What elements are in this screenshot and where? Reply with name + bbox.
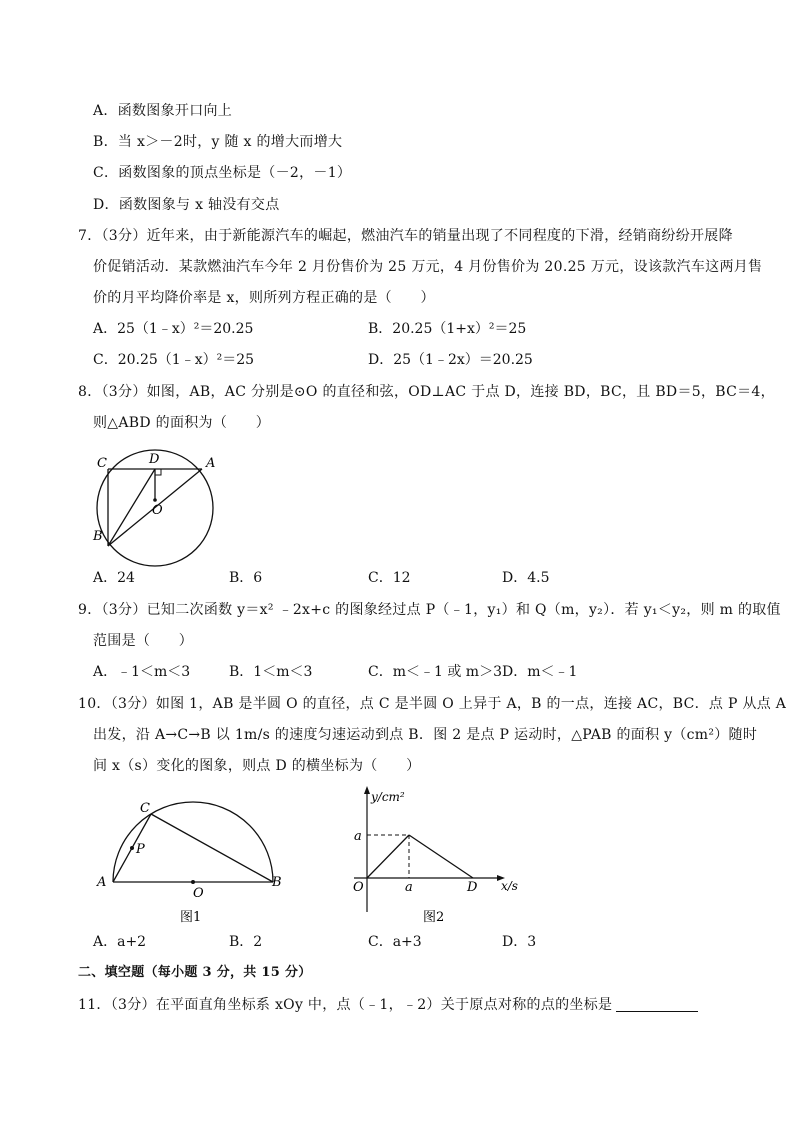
q10-fig1-label-a: A bbox=[97, 875, 107, 890]
q10-fig2-ylabel: y/cm² bbox=[371, 790, 405, 804]
q8-label-b: B bbox=[93, 529, 103, 544]
q8-label-a: A bbox=[206, 456, 216, 471]
section2-title: 二、填空题（每小题 3 分，共 15 分） bbox=[78, 965, 312, 980]
q10-fig2-caption: 图2 bbox=[423, 910, 445, 925]
q6-option-b: B．当 x＞－2时，y 随 x 的增大而增大 bbox=[93, 134, 343, 150]
q6-option-a: A．函数图象开口向上 bbox=[93, 103, 233, 119]
q7-stem-line3: 价的月平均降价率是 x，则所列方程正确的是（ ） bbox=[93, 290, 435, 306]
q10-fig1-label-b: B bbox=[272, 875, 282, 890]
q11-answer-blank bbox=[616, 999, 698, 1012]
q8-option-b: B．6 bbox=[229, 570, 263, 586]
q8-label-o: O bbox=[152, 503, 163, 518]
q10-fig2-label-a-y: a bbox=[354, 829, 362, 844]
q10-fig1-caption: 图1 bbox=[180, 910, 202, 925]
q10-option-b: B．2 bbox=[229, 934, 263, 950]
q7-option-c: C．20.25（1﹣x）²＝25 bbox=[93, 352, 255, 368]
q9-option-a: A．﹣1＜m＜3 bbox=[93, 664, 191, 680]
q10-option-c: C．a+3 bbox=[368, 934, 422, 950]
q8-stem-line1: 8．（3分）如图，AB，AC 分别是⊙O 的直径和弦，OD⊥AC 于点 D，连接 BD，BC，且 BD＝5，BC＝4， bbox=[78, 384, 775, 400]
q9-stem-line2: 范围是（ ） bbox=[93, 633, 194, 649]
q10-fig1-label-p: P bbox=[136, 842, 145, 857]
q10-fig2-label-d: D bbox=[467, 880, 478, 895]
q10-stem-line1: 10．（3分）如图 1，AB 是半圆 O 的直径，点 C 是半圆 O 上异于 A，B 的一点，连接 AC，BC．点 P 从点 A bbox=[78, 696, 787, 712]
q7-option-a: A．25（1﹣x）²＝20.25 bbox=[93, 321, 254, 337]
q8-option-a: A．24 bbox=[93, 570, 135, 586]
q9-option-c: C．m＜﹣1 或 m＞3 bbox=[368, 664, 502, 680]
q7-stem-line1: 7．（3分）近年来，由于新能源汽车的崛起，燃油汽车的销量出现了不同程度的下滑，经销商纷纷开展降 bbox=[78, 228, 733, 244]
q10-figure2-graph bbox=[336, 784, 536, 926]
q8-option-c: C．12 bbox=[368, 570, 411, 586]
q6-option-c: C．函数图象的顶点坐标是（－2，－1） bbox=[93, 165, 352, 181]
q9-stem-line1: 9．（3分）已知二次函数 y＝x² ﹣2x+c 的图象经过点 P（﹣1，y₁）和 Q（m，y₂）．若 y₁＜y₂，则 m 的取值 bbox=[78, 602, 781, 618]
q10-stem-line3: 间 x（s）变化的图象，则点 D 的横坐标为（ ） bbox=[93, 758, 421, 774]
q10-fig1-label-o: O bbox=[193, 886, 204, 901]
q10-figure1-semicircle bbox=[92, 796, 292, 926]
q10-stem-line2: 出发，沿 A→C→B 以 1m/s 的速度匀速运动到点 B．图 2 是点 P 运动时，△PAB 的面积 y（cm²）随时 bbox=[93, 727, 758, 743]
q7-option-d: D．25（1﹣2x）＝20.25 bbox=[368, 352, 533, 368]
q9-option-b: B．1＜m＜3 bbox=[229, 664, 313, 680]
q10-fig1-label-c: C bbox=[140, 801, 150, 816]
q7-option-b: B．20.25（1+x）²＝25 bbox=[368, 321, 527, 337]
q10-fig2-xlabel: x/s bbox=[501, 879, 518, 893]
q10-fig2-label-origin: O bbox=[353, 880, 364, 895]
q8-stem-line2: 则△ABD 的面积为（ ） bbox=[93, 415, 271, 431]
q6-option-d: D．函数图象与 x 轴没有交点 bbox=[93, 197, 280, 213]
q11-text: 11．（3分）在平面直角坐标系 xOy 中，点（﹣1，﹣2）关于原点对称的点的坐标是 bbox=[78, 997, 613, 1013]
q8-option-d: D．4.5 bbox=[502, 570, 550, 586]
q8-label-d: D bbox=[149, 452, 160, 467]
q10-option-d: D．3 bbox=[502, 934, 537, 950]
q8-circle-figure bbox=[88, 446, 228, 576]
q10-option-a: A．a+2 bbox=[93, 934, 147, 950]
q11-stem bbox=[78, 996, 698, 1014]
q7-stem-line2: 价促销活动．某款燃油汽车今年 2 月份售价为 25 万元，4 月份售价为 20.25 万元，设该款汽车这两月售 bbox=[93, 259, 763, 275]
q10-fig2-label-a-x: a bbox=[405, 880, 413, 895]
q9-option-d: D．m＜﹣1 bbox=[502, 664, 578, 680]
q8-label-c: C bbox=[97, 456, 107, 471]
